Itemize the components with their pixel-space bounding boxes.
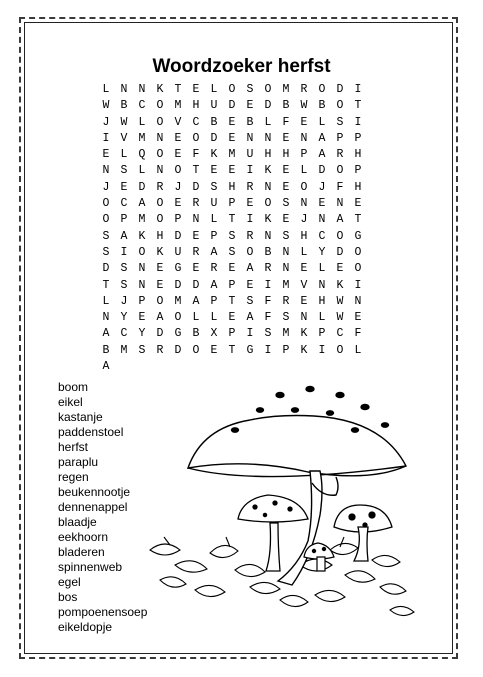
grid-letter: S: [102, 229, 110, 243]
grid-letter: D: [138, 180, 146, 194]
word-list-item: spinnenweb: [58, 560, 123, 574]
grid-letter: A: [336, 213, 344, 227]
grid-letter: K: [300, 343, 308, 357]
grid-letter: V: [300, 278, 308, 292]
grid-letter: K: [138, 229, 146, 243]
grid-letter: P: [336, 131, 344, 145]
grid-letter: S: [246, 294, 254, 308]
page-title: Woordzoeker herfst: [152, 56, 331, 77]
grid-letter: E: [156, 262, 164, 276]
grid-letter: A: [210, 278, 218, 292]
grid-letter: N: [264, 229, 272, 243]
grid-letter: C: [120, 327, 128, 341]
grid-letter: G: [354, 229, 362, 243]
grid-letter: R: [156, 343, 164, 357]
grid-letter: R: [192, 245, 200, 259]
grid-letter: W: [102, 99, 110, 113]
grid-letter: M: [282, 83, 290, 96]
grid-letter: F: [282, 115, 290, 129]
grid-letter: L: [138, 164, 146, 178]
grid-letter: U: [174, 245, 182, 259]
word-list-item: eikel: [58, 395, 83, 409]
grid-letter: O: [264, 197, 272, 211]
grid-letter: K: [336, 278, 344, 292]
grid-letter: Y: [318, 245, 326, 259]
grid-letter: D: [336, 83, 344, 96]
grid-letter: P: [282, 343, 290, 357]
grid-letter: O: [156, 294, 164, 308]
grid-letter: G: [174, 327, 182, 341]
grid-letter: O: [192, 343, 200, 357]
grid-letter: O: [156, 99, 164, 113]
grid-letter: A: [318, 131, 326, 145]
grid-letter: E: [246, 278, 254, 292]
grid-letter: R: [246, 229, 254, 243]
grid-letter: E: [300, 262, 308, 276]
grid-letter: N: [156, 131, 164, 145]
word-list-item: regen: [58, 470, 89, 484]
grid-letter: O: [318, 83, 326, 96]
grid-letter: G: [246, 343, 254, 357]
grid-letter: K: [300, 327, 308, 341]
grid-letter: D: [264, 99, 272, 113]
grid-letter: O: [354, 245, 362, 259]
word-list-item: paddenstoel: [58, 425, 124, 439]
grid-letter: M: [282, 327, 290, 341]
grid-letter: E: [228, 311, 236, 325]
word-list-item: pompoenensoep: [58, 605, 148, 619]
grid-letter: N: [354, 294, 362, 308]
grid-letter: H: [354, 148, 362, 162]
grid-letter: J: [120, 294, 128, 308]
grid-letter: Y: [138, 327, 146, 341]
grid-letter: H: [300, 229, 308, 243]
word-list-item: herfst: [58, 440, 89, 454]
grid-letter: P: [318, 327, 326, 341]
grid-letter: E: [156, 278, 164, 292]
word-list-item: blaadje: [58, 515, 97, 529]
grid-letter: E: [174, 148, 182, 162]
grid-letter: F: [264, 311, 272, 325]
grid-letter: F: [336, 180, 344, 194]
grid-letter: U: [246, 148, 254, 162]
grid-letter: E: [318, 197, 326, 211]
grid-letter: T: [102, 278, 110, 292]
grid-letter: M: [174, 99, 182, 113]
grid-letter: A: [210, 245, 218, 259]
grid-letter: M: [282, 278, 290, 292]
grid-letter: N: [282, 262, 290, 276]
grid-letter: I: [354, 115, 362, 129]
word-list-item: egel: [58, 575, 81, 589]
grid-letter: E: [354, 197, 362, 211]
grid-letter: K: [264, 213, 272, 227]
grid-letter: P: [228, 327, 236, 341]
grid-letter: L: [192, 311, 200, 325]
grid-letter: L: [354, 343, 362, 357]
grid-letter: T: [228, 213, 236, 227]
grid-letter: D: [192, 278, 200, 292]
grid-letter: O: [102, 213, 110, 227]
grid-letter: N: [300, 311, 308, 325]
grid-letter: H: [282, 148, 290, 162]
grid-letter: M: [138, 213, 146, 227]
grid-letter: L: [210, 311, 218, 325]
grid-letter: O: [174, 164, 182, 178]
grid-letter: A: [192, 294, 200, 308]
grid-letter: S: [120, 278, 128, 292]
grid-letter: J: [174, 180, 182, 194]
grid-letter: P: [300, 148, 308, 162]
grid-letter: P: [210, 229, 218, 243]
grid-letter: R: [282, 294, 290, 308]
grid-letter: D: [102, 262, 110, 276]
grid-letter: S: [120, 262, 128, 276]
grid-letter: M: [228, 148, 236, 162]
grid-letter: N: [264, 131, 272, 145]
grid-letter: I: [102, 131, 110, 145]
mushroom-illustration: [140, 365, 420, 635]
grid-letter: A: [120, 229, 128, 243]
grid-letter: F: [354, 327, 362, 341]
grid-letter: O: [264, 83, 272, 96]
grid-letter: N: [138, 83, 146, 96]
word-list-item: beukennootje: [58, 485, 131, 499]
grid-letter: W: [120, 115, 128, 129]
grid-letter: M: [120, 343, 128, 357]
grid-letter: N: [300, 131, 308, 145]
grid-letter: L: [102, 294, 110, 308]
grid-letter: C: [192, 115, 200, 129]
grid-letter: E: [300, 294, 308, 308]
grid-letter: T: [354, 99, 362, 113]
grid-letter: R: [336, 148, 344, 162]
grid-letter: N: [138, 278, 146, 292]
grid-letter: N: [336, 197, 344, 211]
grid-letter: D: [210, 131, 218, 145]
grid-letter: L: [300, 245, 308, 259]
word-list-item: kastanje: [58, 410, 103, 424]
grid-letter: A: [318, 148, 326, 162]
grid-letter: N: [120, 83, 128, 96]
grid-letter: E: [246, 99, 254, 113]
grid-letter: H: [228, 180, 236, 194]
grid-letter: O: [336, 343, 344, 357]
grid-letter: N: [318, 213, 326, 227]
grid-letter: L: [318, 115, 326, 129]
grid-letter: N: [138, 262, 146, 276]
grid-letter: T: [174, 83, 182, 96]
grid-letter: O: [156, 197, 164, 211]
grid-letter: T: [228, 343, 236, 357]
grid-letter: I: [246, 327, 254, 341]
grid-letter: W: [300, 99, 308, 113]
grid-letter: P: [354, 131, 362, 145]
grid-letter: W: [336, 294, 344, 308]
grid-letter: S: [210, 180, 218, 194]
grid-letter: O: [246, 245, 254, 259]
grid-letter: S: [336, 115, 344, 129]
word-list-item: dennenappel: [58, 500, 128, 514]
grid-letter: L: [318, 262, 326, 276]
grid-letter: D: [228, 99, 236, 113]
grid-letter: P: [138, 294, 146, 308]
grid-letter: E: [174, 131, 182, 145]
grid-letter: C: [336, 327, 344, 341]
grid-letter: I: [354, 83, 362, 96]
grid-letter: D: [174, 229, 182, 243]
grid-letter: D: [156, 327, 164, 341]
grid-letter: E: [282, 180, 290, 194]
grid-letter: B: [210, 115, 218, 129]
grid-letter: O: [336, 164, 344, 178]
grid-letter: H: [192, 99, 200, 113]
grid-letter: L: [300, 164, 308, 178]
word-list-item: eikeldopje: [58, 620, 113, 634]
word-list-item: paraplu: [58, 455, 99, 469]
grid-letter: N: [282, 245, 290, 259]
grid-letter: T: [354, 213, 362, 227]
grid-letter: E: [120, 180, 128, 194]
grid-letter: R: [210, 262, 218, 276]
grid-letter: L: [210, 83, 218, 96]
grid-letter: E: [228, 115, 236, 129]
grid-letter: S: [282, 311, 290, 325]
grid-letter: R: [264, 262, 272, 276]
grid-letter: B: [102, 343, 110, 357]
grid-letter: O: [138, 245, 146, 259]
grid-letter: E: [336, 262, 344, 276]
grid-letter: X: [210, 327, 218, 341]
grid-letter: M: [174, 294, 182, 308]
grid-letter: A: [246, 311, 254, 325]
grid-letter: E: [228, 131, 236, 145]
grid-letter: E: [174, 197, 182, 211]
grid-letter: N: [156, 164, 164, 178]
grid-letter: I: [354, 278, 362, 292]
grid-letter: B: [192, 327, 200, 341]
word-list-item: bos: [58, 590, 78, 604]
grid-letter: D: [174, 343, 182, 357]
grid-letter: H: [156, 229, 164, 243]
grid-letter: O: [354, 262, 362, 276]
grid-letter: P: [228, 278, 236, 292]
grid-letter: B: [246, 115, 254, 129]
grid-letter: N: [318, 278, 326, 292]
grid-letter: S: [282, 229, 290, 243]
grid-letter: F: [264, 294, 272, 308]
grid-letter: H: [318, 294, 326, 308]
grid-letter: J: [102, 180, 110, 194]
grid-letter: O: [174, 311, 182, 325]
grid-letter: O: [102, 197, 110, 211]
grid-letter: J: [318, 180, 326, 194]
word-list-item: bladeren: [58, 545, 105, 559]
grid-letter: E: [228, 164, 236, 178]
grid-letter: P: [228, 197, 236, 211]
grid-letter: B: [318, 99, 326, 113]
grid-letter: E: [354, 311, 362, 325]
grid-letter: E: [210, 343, 218, 357]
grid-letter: R: [192, 197, 200, 211]
grid-letter: P: [174, 213, 182, 227]
grid-letter: E: [192, 229, 200, 243]
grid-letter: S: [264, 327, 272, 341]
grid-letter: F: [192, 148, 200, 162]
grid-letter: H: [264, 148, 272, 162]
grid-letter: U: [210, 197, 218, 211]
grid-letter: S: [246, 83, 254, 96]
grid-letter: R: [300, 83, 308, 96]
grid-letter: A: [102, 327, 110, 341]
grid-letter: N: [102, 311, 110, 325]
grid-letter: L: [102, 83, 110, 96]
grid-letter: C: [318, 229, 326, 243]
grid-letter: I: [246, 164, 254, 178]
grid-letter: P: [354, 164, 362, 178]
grid-letter: O: [336, 99, 344, 113]
grid-letter: I: [246, 213, 254, 227]
grid-letter: I: [318, 343, 326, 357]
grid-letter: I: [264, 278, 272, 292]
grid-letter: N: [264, 180, 272, 194]
grid-letter: Q: [138, 148, 146, 162]
grid-letter: O: [336, 229, 344, 243]
grid-letter: D: [192, 180, 200, 194]
grid-letter: P: [120, 213, 128, 227]
grid-letter: G: [174, 262, 182, 276]
grid-letter: E: [228, 262, 236, 276]
grid-letter: A: [102, 360, 110, 374]
grid-letter: J: [300, 213, 308, 227]
grid-letter: B: [282, 99, 290, 113]
grid-letter: C: [120, 197, 128, 211]
grid-letter: T: [192, 164, 200, 178]
grid-letter: S: [228, 229, 236, 243]
grid-letter: L: [210, 213, 218, 227]
grid-letter: N: [102, 164, 110, 178]
grid-letter: E: [282, 164, 290, 178]
word-list-item: boom: [58, 380, 89, 394]
grid-letter: A: [138, 197, 146, 211]
grid-letter: S: [102, 245, 110, 259]
grid-letter: E: [192, 262, 200, 276]
grid-letter: D: [174, 278, 182, 292]
grid-letter: V: [120, 131, 128, 145]
grid-letter: V: [174, 115, 182, 129]
grid-letter: O: [156, 213, 164, 227]
grid-letter: M: [138, 131, 146, 145]
grid-letter: R: [246, 180, 254, 194]
grid-letter: H: [354, 180, 362, 194]
grid-letter: L: [318, 311, 326, 325]
grid-letter: L: [138, 115, 146, 129]
grid-letter: N: [192, 213, 200, 227]
grid-letter: N: [300, 197, 308, 211]
grid-letter: P: [210, 294, 218, 308]
grid-letter: K: [156, 245, 164, 259]
grid-letter: L: [120, 148, 128, 162]
grid-letter: J: [102, 115, 110, 129]
grid-letter: S: [282, 197, 290, 211]
grid-letter: W: [336, 311, 344, 325]
grid-letter: E: [246, 197, 254, 211]
grid-letter: K: [264, 164, 272, 178]
grid-letter: E: [102, 148, 110, 162]
grid-letter: E: [282, 131, 290, 145]
grid-letter: B: [120, 99, 128, 113]
grid-letter: O: [228, 83, 236, 96]
grid-letter: E: [210, 164, 218, 178]
grid-letter: R: [156, 180, 164, 194]
grid-letter: O: [300, 180, 308, 194]
grid-letter: S: [120, 164, 128, 178]
grid-letter: L: [264, 115, 272, 129]
grid-letter: Y: [120, 311, 128, 325]
grid-letter: D: [318, 164, 326, 178]
grid-letter: O: [192, 131, 200, 145]
grid-letter: D: [336, 245, 344, 259]
grid-letter: K: [210, 148, 218, 162]
grid-letter: T: [228, 294, 236, 308]
grid-letter: E: [138, 311, 146, 325]
grid-letter: O: [156, 148, 164, 162]
grid-letter: A: [156, 311, 164, 325]
grid-letter: A: [246, 262, 254, 276]
grid-letter: E: [300, 115, 308, 129]
grid-letter: C: [138, 99, 146, 113]
word-list: [58, 380, 147, 635]
grid-letter: S: [228, 245, 236, 259]
grid-letter: K: [156, 83, 164, 96]
grid-letter: U: [210, 99, 218, 113]
grid-letter: E: [282, 213, 290, 227]
grid-letter: N: [246, 131, 254, 145]
grid-letter: E: [192, 83, 200, 96]
grid-letter: B: [264, 245, 272, 259]
word-list-item: eekhoorn: [58, 530, 109, 544]
grid-letter: I: [120, 245, 128, 259]
letter-grid: [97, 82, 367, 375]
grid-letter: O: [156, 115, 164, 129]
grid-letter: I: [264, 343, 272, 357]
grid-letter: S: [138, 343, 146, 357]
